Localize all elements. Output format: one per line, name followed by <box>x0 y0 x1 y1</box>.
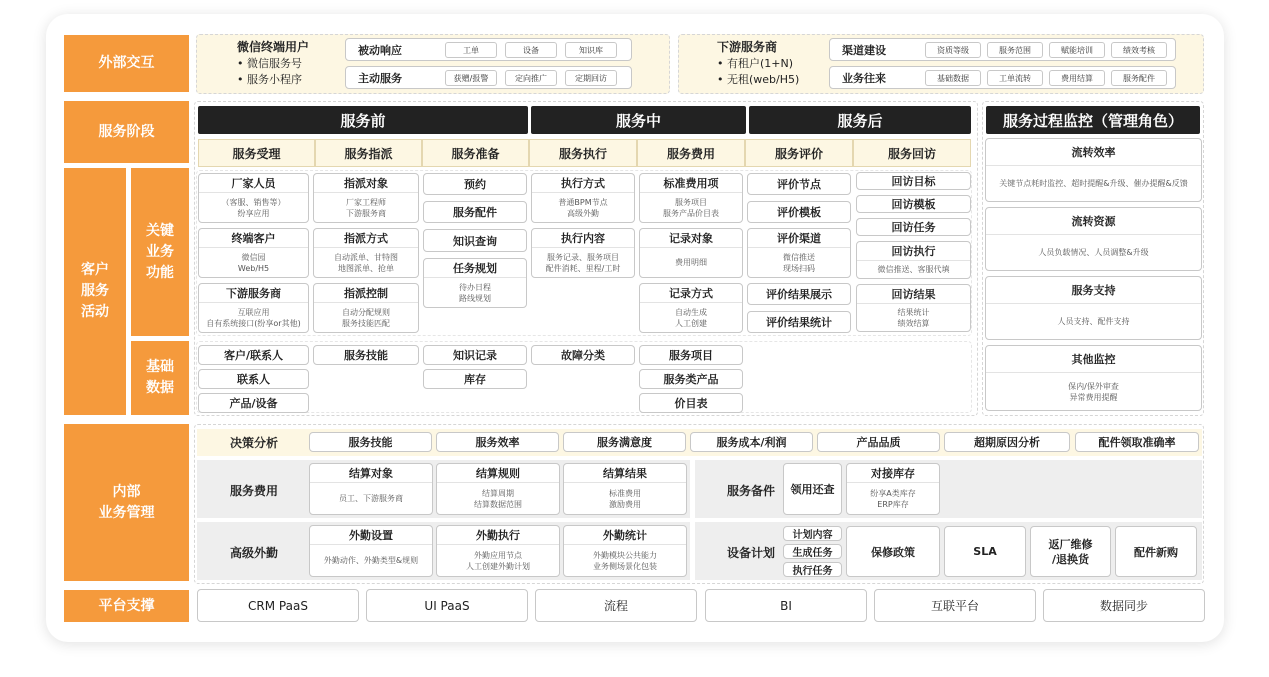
decision-item: 服务成本/利润 <box>690 432 813 452</box>
base-item: 服务技能 <box>313 345 419 365</box>
step: 服务准备 <box>422 139 529 167</box>
active-item: 定期回访 <box>565 70 617 86</box>
func-box: 任务规划 待办日程 路线规划 <box>423 258 527 308</box>
base-item: 客户/联系人 <box>198 345 309 365</box>
passive-item: 设备 <box>505 42 557 58</box>
plan-item: 生成任务 <box>783 544 842 559</box>
func-box: 终端客户 微信园 Web/H5 <box>198 228 309 278</box>
base-item: 产品/设备 <box>198 393 309 413</box>
biz-item: 费用结算 <box>1049 70 1105 86</box>
platform-item: BI <box>705 589 867 622</box>
func-box: 评价渠道 微信推送 现场扫码 <box>747 228 851 278</box>
step: 服务费用 <box>637 139 745 167</box>
monitor-box: 流转资源 人员负载情况、人员调整&升级 <box>985 207 1202 271</box>
base-item: 联系人 <box>198 369 309 389</box>
func-box: 指派控制 自动分配规则 服务技能匹配 <box>313 283 419 333</box>
func-box: 执行内容 服务记录、服务项目 配件消耗、里程/工时 <box>531 228 635 278</box>
channel-item: 赋能培训 <box>1049 42 1105 58</box>
plan-item: 执行任务 <box>783 562 842 577</box>
decision-item: 服务满意度 <box>563 432 686 452</box>
func-box: 评价节点 <box>747 173 851 195</box>
field-box: 外勤统计 外勤模块公共能力 业务侧场景化包装 <box>563 525 687 577</box>
active-item: 定向推广 <box>505 70 557 86</box>
decision-item: 配件领取准确率 <box>1075 432 1199 452</box>
base-item: 故障分类 <box>531 345 635 365</box>
func-box: 标准费用项 服务项目 服务产品价目表 <box>639 173 743 223</box>
step: 服务指派 <box>315 139 422 167</box>
plan-box: 返厂维修 /退换货 <box>1030 526 1111 577</box>
step: 服务执行 <box>529 139 637 167</box>
func-box: 服务配件 <box>423 201 527 223</box>
func-box: 记录方式 自动生成 人工创建 <box>639 283 743 333</box>
fee-label: 服务费用 <box>230 484 279 498</box>
fee-box: 结算规则 结算周期 结算数据范围 <box>436 463 560 515</box>
fee-box: 结算结果 标准费用 激励费用 <box>563 463 687 515</box>
plan-item: 计划内容 <box>783 526 842 541</box>
func-box: 知识查询 <box>423 229 527 252</box>
func-box: 评价模板 <box>747 201 851 223</box>
platform-item: UI PaaS <box>366 589 528 622</box>
biz-item: 基础数据 <box>925 70 981 86</box>
wx-title: 微信终端用户 <box>237 40 310 54</box>
func-box: 回访模板 <box>856 195 971 213</box>
label-key-function: 关键 业务 功能 <box>131 168 189 336</box>
decision-item: 超期原因分析 <box>944 432 1070 452</box>
platform-item: 流程 <box>535 589 697 622</box>
platform-item: 数据同步 <box>1043 589 1205 622</box>
base-item: 知识记录 <box>423 345 527 365</box>
phase-during: 服务中 <box>531 106 746 134</box>
step: 服务回访 <box>853 139 971 167</box>
decision-item: 服务技能 <box>309 432 432 452</box>
spare-box: 领用还查 <box>783 463 842 515</box>
active-item: 获赠/报警 <box>445 70 497 86</box>
label-customer: 客户 服务 活动 <box>64 168 126 415</box>
func-box: 记录对象 费用明细 <box>639 228 743 278</box>
step: 服务受理 <box>198 139 315 167</box>
wx-items: • 微信服务号 • 服务小程序 <box>237 57 302 86</box>
func-box: 预约 <box>423 173 527 195</box>
base-item: 价目表 <box>639 393 743 413</box>
func-box: 回访结果 结果统计 绩效结算 <box>856 284 971 332</box>
channel-label: 渠道建设 <box>842 43 886 57</box>
func-box: 评价结果展示 <box>747 283 851 305</box>
label-stage: 服务阶段 <box>64 101 189 163</box>
channel-item: 资质等级 <box>925 42 981 58</box>
monitor-box: 其他监控 保内/保外审查 异常费用提醒 <box>985 345 1202 411</box>
func-box: 回访目标 <box>856 172 971 190</box>
base-item: 库存 <box>423 369 527 389</box>
phase-monitor: 服务过程监控（管理角色） <box>986 106 1200 134</box>
active-label: 主动服务 <box>358 71 402 85</box>
func-box: 指派方式 自动派单、甘特图 地图派单、抢单 <box>313 228 419 278</box>
ds-title: 下游服务商 <box>717 40 778 54</box>
decision-item: 产品品质 <box>817 432 940 452</box>
channel-item: 绩效考核 <box>1111 42 1167 58</box>
passive-item: 工单 <box>445 42 497 58</box>
ds-items: • 有租户(1+N) • 无租(web/H5) <box>717 57 800 86</box>
phase-before: 服务前 <box>198 106 528 134</box>
func-box: 下游服务商 互联应用 自有系统接口(纷享or其他) <box>198 283 309 333</box>
func-box: 厂家人员 （客服、销售等） 纷享应用 <box>198 173 309 223</box>
label-platform: 平台支撑 <box>64 590 189 622</box>
label-internal: 内部 业务管理 <box>64 424 189 581</box>
field-label: 高级外勤 <box>230 546 279 560</box>
label-base-data: 基础 数据 <box>131 341 189 415</box>
base-item: 服务类产品 <box>639 369 743 389</box>
func-box: 回访执行 微信推送、客服代填 <box>856 241 971 279</box>
channel-item: 服务范围 <box>987 42 1043 58</box>
plan-box: SLA <box>944 526 1026 577</box>
plan-box: 保修政策 <box>846 526 940 577</box>
phase-after: 服务后 <box>749 106 971 134</box>
biz-item: 服务配件 <box>1111 70 1167 86</box>
func-box: 指派对象 厂家工程师 下游服务商 <box>313 173 419 223</box>
spare-label: 服务备件 <box>727 484 776 498</box>
passive-label: 被动响应 <box>358 43 402 57</box>
plan-label: 设备计划 <box>727 546 776 560</box>
field-box: 外勤设置 外勤动作、外勤类型&规则 <box>309 525 433 577</box>
biz-label: 业务往来 <box>842 71 886 85</box>
decision-label: 决策分析 <box>230 436 279 450</box>
func-box: 回访任务 <box>856 218 971 236</box>
spare-box: 对接库存 纷享A类库存 ERP库存 <box>846 463 940 515</box>
decision-item: 服务效率 <box>436 432 559 452</box>
step: 服务评价 <box>745 139 853 167</box>
func-box: 执行方式 普通BPM节点 高级外勤 <box>531 173 635 223</box>
fee-box: 结算对象 员工、下游服务商 <box>309 463 433 515</box>
biz-item: 工单流转 <box>987 70 1043 86</box>
field-box: 外勤执行 外勤应用节点 人工创建外勤计划 <box>436 525 560 577</box>
platform-item: CRM PaaS <box>197 589 359 622</box>
monitor-box: 流转效率 关键节点耗时监控、超时提醒&升级、催办提醒&反馈 <box>985 138 1202 202</box>
plan-box: 配件新购 <box>1115 526 1197 577</box>
passive-item: 知识库 <box>565 42 617 58</box>
base-item: 服务项目 <box>639 345 743 365</box>
platform-item: 互联平台 <box>874 589 1036 622</box>
func-box: 评价结果统计 <box>747 311 851 333</box>
label-external: 外部交互 <box>64 35 189 92</box>
monitor-box: 服务支持 人员支持、配件支持 <box>985 276 1202 340</box>
